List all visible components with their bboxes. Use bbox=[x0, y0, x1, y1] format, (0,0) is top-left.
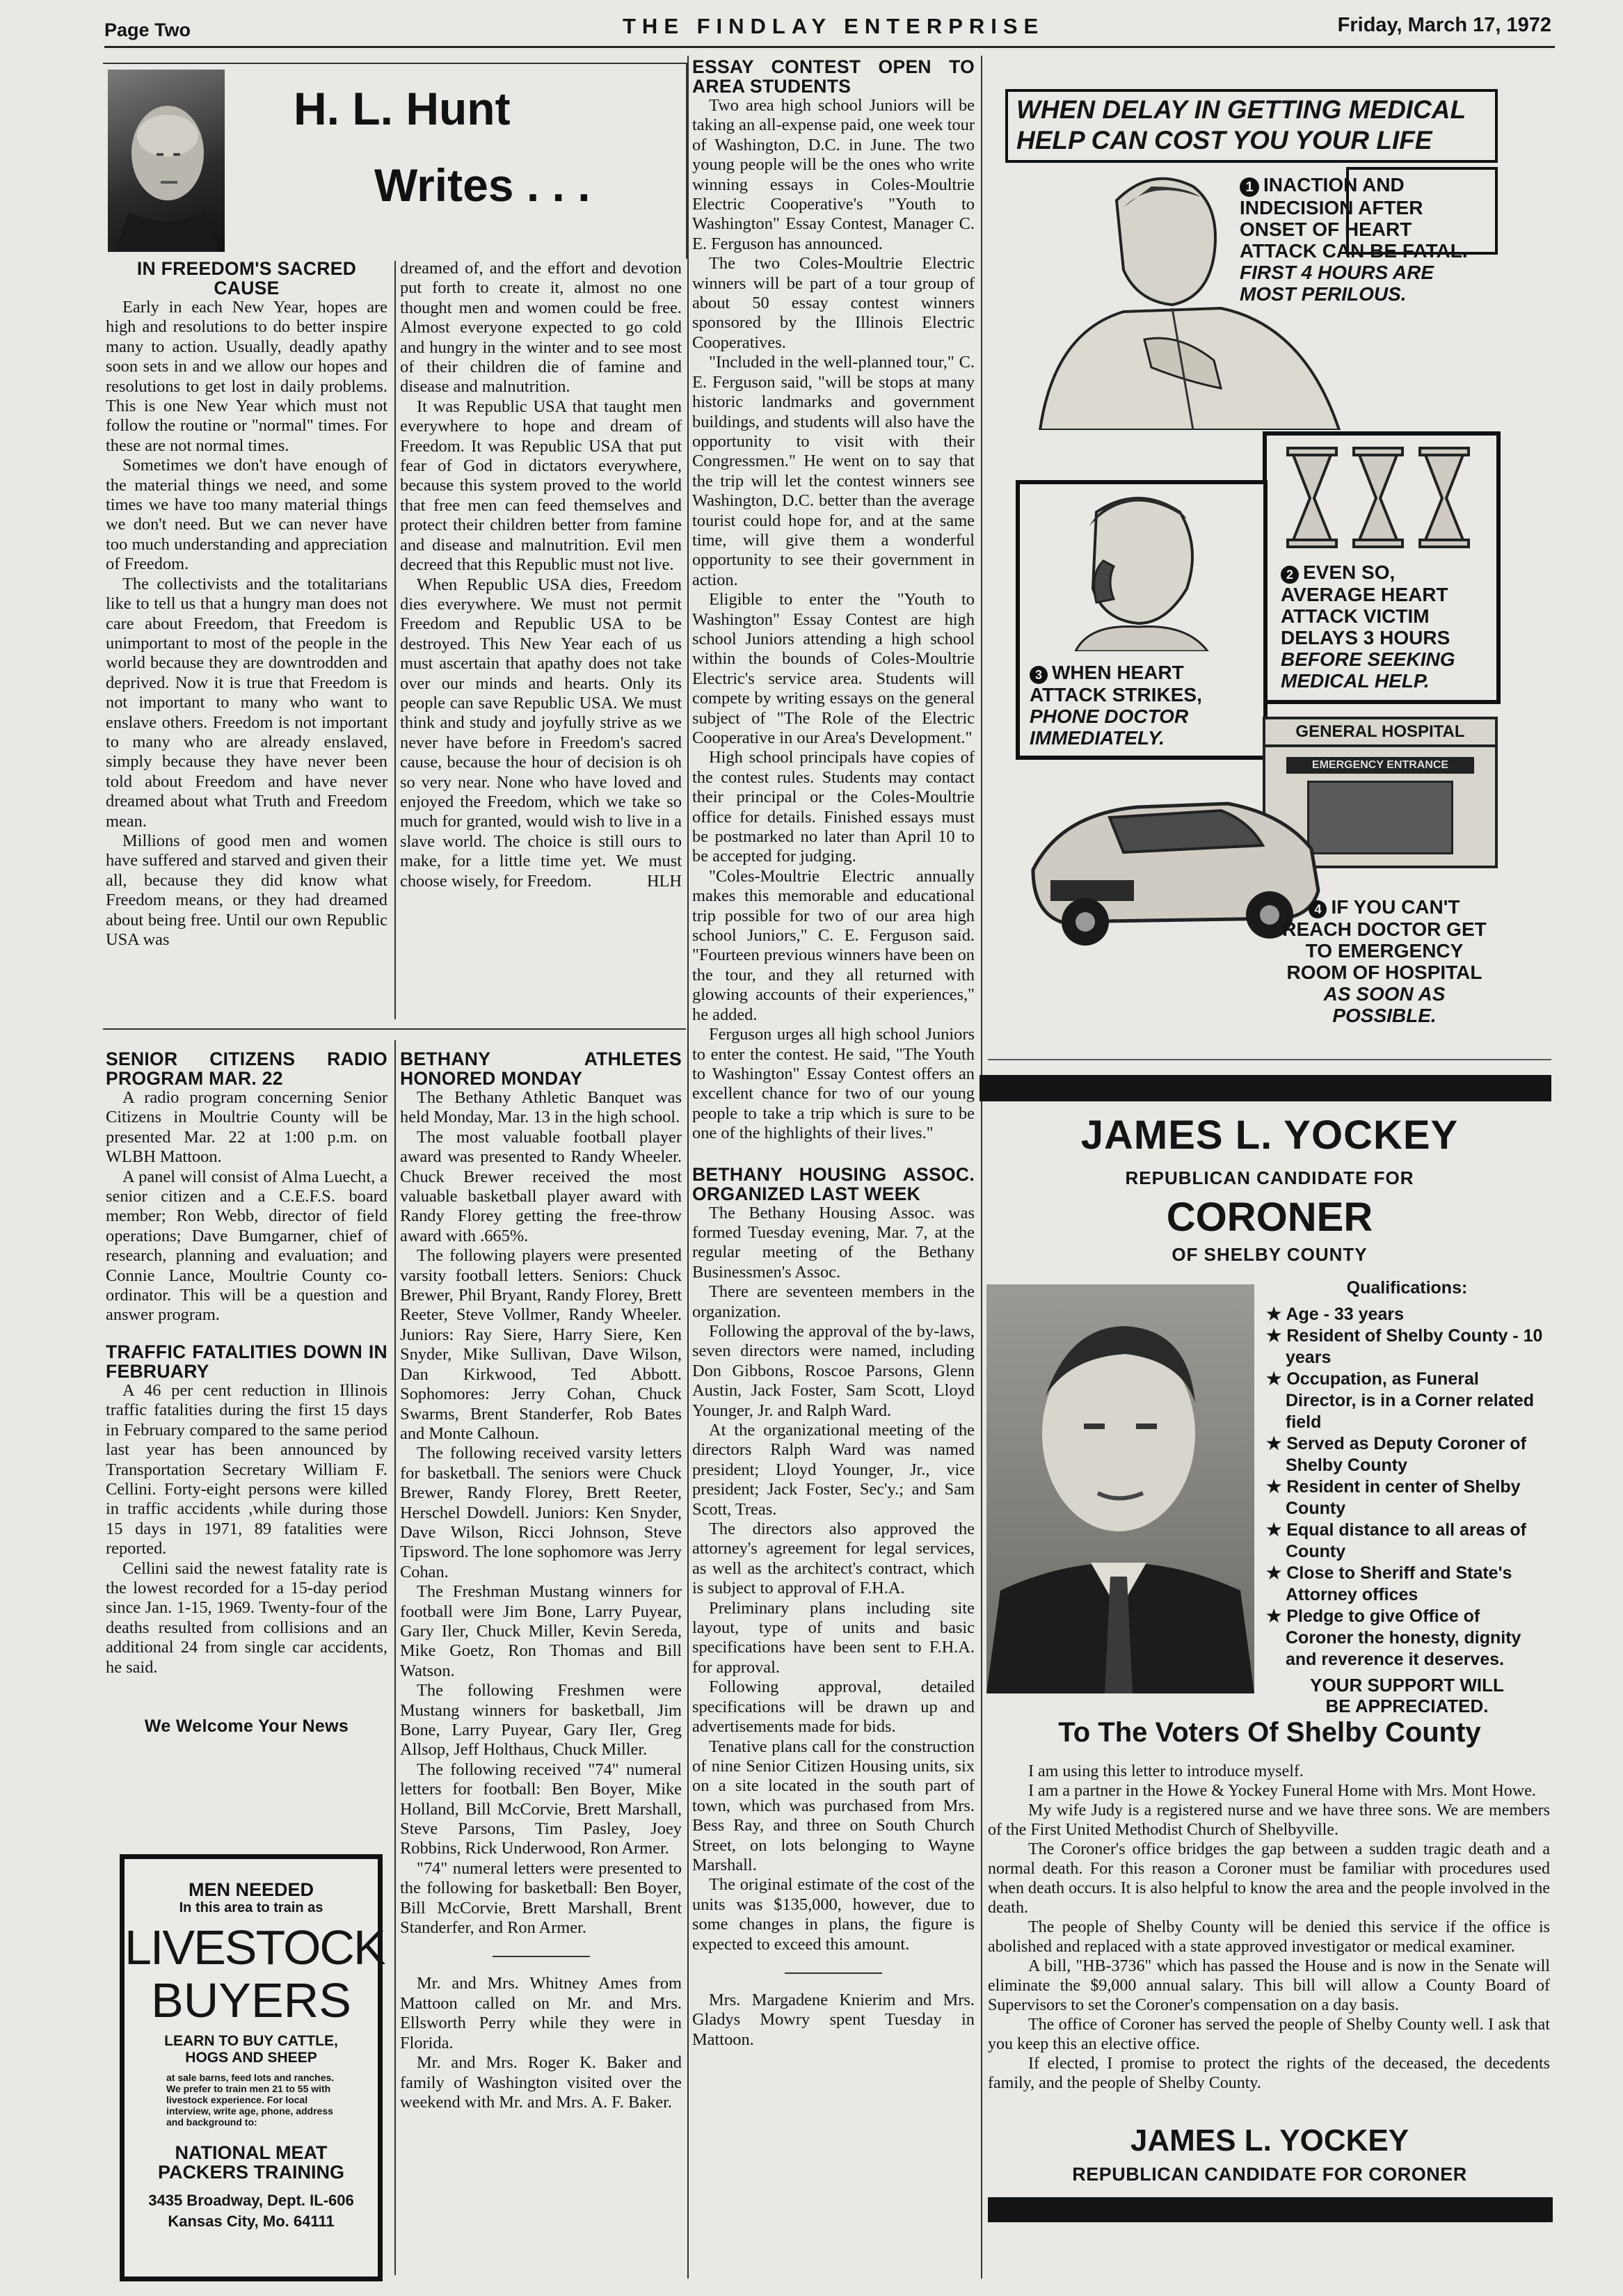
column-divider bbox=[394, 1040, 396, 2275]
ad-men-needed: MEN NEEDED bbox=[188, 1879, 314, 1900]
voters-heading: To The Voters Of Shelby County bbox=[1058, 1717, 1481, 1748]
social-item: Mr. and Mrs. Roger K. Baker and family of Washington visited over the weekend with Mr. and Mrs. A. F. Baker. bbox=[400, 2053, 682, 2112]
athletes-paragraph: The following received varsity letters for basketball. The seniors were Chuck Brewer, Randy Florey, Brett Reeter, Herschel Dowdell. Juniors: Ken Snyder, Dave Wilson, Ricci Johnson, Steve Tipsword. The lone sophomore was Jerry Cohan. bbox=[400, 1444, 682, 1581]
hunt-headline: IN FREEDOM'S SACRED CAUSE bbox=[136, 258, 357, 298]
social-item: Mrs. Margadene Knierim and Mrs. Gladys Mowry spent Tuesday in Mattoon. bbox=[692, 1990, 975, 2049]
athletes-paragraph: "74" numeral letters were presented to the following for basketball: Ben Boyer, Bill McCorvie, Brett Marshall, Brent Standerfer, and Ron Armer. bbox=[400, 1858, 682, 1938]
bethany-athletes-article bbox=[400, 1049, 682, 2112]
support-line2: BE APPRECIATED. bbox=[1325, 1696, 1489, 1716]
hunt-article-col1 bbox=[106, 259, 387, 950]
heart-ad-headline-box bbox=[1005, 89, 1498, 163]
caption-3-number: 3 bbox=[1030, 666, 1048, 684]
ad-details: at sale barns, feed lots and ranches. We prefer to train men 21 to 55 with livestock experience. For local interview, write age, phone, address and background to: bbox=[166, 2072, 335, 2128]
divider bbox=[988, 1059, 1551, 1060]
caption-4-number: 4 bbox=[1309, 900, 1327, 918]
qualification-item: ★ Occupation, as Funeral Director, is in a Corner related field bbox=[1266, 1369, 1535, 1432]
hunt-article-col2 bbox=[400, 259, 682, 891]
yockey-candidate-for: REPUBLICAN CANDIDATE FOR bbox=[1125, 1167, 1414, 1188]
housing-paragraph: The Bethany Housing Assoc. was formed Tuesday evening, Mar. 7, at the regular meeting of the Bethany Businessmen's Assoc. bbox=[692, 1203, 975, 1282]
ad-buyers: BUYERS bbox=[151, 1973, 351, 2027]
traffic-paragraph: A 46 per cent reduction in Illinois traffic fatalities during the first 15 days in February compared to the same period last year has been announced by Transportation Secretary William F. Cellini. Forty-eight persons were killed in traffic accidents ,while during those 15 days in 1971, 89 fatalities were reported. bbox=[106, 1380, 387, 1558]
lower-left-column bbox=[106, 1049, 387, 1736]
housing-paragraph: Following the approval of the by-laws, seven directors were named, including Don Gibbons, Roscoe Parsons, Glenn Austin, Jack Foster, Sam Scott, Lloyd Younger, Jr. and Ralph Ward. bbox=[692, 1321, 975, 1420]
yockey-portrait-image bbox=[986, 1284, 1254, 1693]
ad-learn: LEARN TO BUY CATTLE, HOGS AND SHEEP bbox=[164, 2033, 338, 2066]
caption-3-emphasis: PHONE DOCTOR IMMEDIATELY. bbox=[1030, 705, 1189, 749]
qualification-item: ★ Close to Sheriff and State's Attorney offices bbox=[1266, 1563, 1512, 1604]
housing-headline: BETHANY HOUSING ASSOC. ORGANIZED LAST WEEK bbox=[692, 1163, 975, 1204]
letter-paragraph: The people of Shelby County will be denied this service if the office is abolished and replaced with a state approved investigator or medical examiner. bbox=[988, 1918, 1550, 1956]
ad-address1: 3435 Broadway, Dept. IL-606 bbox=[148, 2192, 354, 2209]
essay-paragraph: Two area high school Juniors will be taking an all-expense paid, one week tour of Washington, D.C. in June. The two young people will be the ones who write winning essays in Coles-Moultrie Electric Cooperative's "Youth to Washington" Essay Contest, Manager C. E. Ferguson has announced. bbox=[692, 96, 975, 253]
housing-paragraph: The original estimate of the cost of the units was $135,000, however, due to some changes in plans, the figure is expected to exceed this amount. bbox=[692, 1875, 975, 1954]
hunt-paragraph: Early in each New Year, hopes are high and resolutions to do better inspire many to action. Usually, deadly apathy soon sets in and we allow our hopes and resolutions to get lost in daily problems. This is one New Year which must not follow the routine or "normal" times. For these are not normal times. bbox=[106, 298, 387, 455]
livestock-buyers-ad bbox=[120, 1854, 383, 2281]
athletes-paragraph: The Freshman Mustang winners for football were Jim Bone, Larry Puyear, Gary Iler, Chuck Miller, Kevin Sereda, Mike Goetz, Ron Thomas and Bill Watson. bbox=[400, 1582, 682, 1680]
letter-paragraph: The office of Coroner has served the people of Shelby County well. I ask that you keep this an elective office. bbox=[988, 2016, 1550, 2053]
hospital-sign: GENERAL HOSPITAL bbox=[1265, 719, 1495, 747]
essay-paragraph: High school principals have copies of the contest rules. Students may contact their principal or the Coles-Moultrie office for details. Finished essays must be postmarked no later than April 10 to be accepted for judging. bbox=[692, 748, 975, 866]
caption-1-number: 1 bbox=[1240, 177, 1259, 197]
heart-ad-headline2: HELP CAN COST YOU YOUR LIFE bbox=[1016, 126, 1432, 154]
essay-paragraph: The two Coles-Moultrie Electric winners will be part of a tour group of about 50 essay contest winners sponsored by the Illinois Electric Cooperatives. bbox=[692, 254, 975, 352]
ad-address2: Kansas City, Mo. 64111 bbox=[168, 2213, 335, 2230]
qualification-item: ★ Resident in center of Shelby County bbox=[1266, 1477, 1521, 1518]
essay-paragraph: "Included in the well-planned tour," C. E. Ferguson said, "will be stops at many historic landmarks and government buildings, and students will also have the opportunity to visit with their Congressmen." He went on to say that the trip will let the contest winners see Washington, D.C. better than the average tourist could hope for, and at the same time, will give them a wonderful opportunity to see their government in action. bbox=[692, 353, 975, 589]
column-divider bbox=[687, 56, 689, 2279]
woman-phone-illustration bbox=[1020, 484, 1255, 651]
footer-name: JAMES L. YOCKEY bbox=[1130, 2123, 1409, 2158]
hunt-paragraph: The collectivists and the totalitarians like to tell us that a hungry man does not care about Freedom, that Freedom is unimportant to most of the people in the world because they are downtrodden and deprived. Now it is true that Freedom is not important to many who want to enslave others. Freedom is not important to many who are already enslaved, simply because they have never been told about Freedom and have never dreamed about what Truth and Freedom mean. bbox=[106, 574, 387, 831]
senior-headline: SENIOR CITIZENS RADIO PROGRAM MAR. 22 bbox=[106, 1049, 387, 1089]
essay-headline: ESSAY CONTEST OPEN TO AREA STUDENTS bbox=[692, 56, 975, 97]
senior-paragraph: A panel will consist of Alma Luecht, a senior citizen and a C.E.F.S. board member; Ron Webb, director of field operations; Dave Bumgarner, chief of research, planning and evaluation; and Connie Lance, Moultrie County co-ordinator. This will be a question and answer program. bbox=[106, 1167, 387, 1325]
issue-date: Friday, March 17, 1972 bbox=[1337, 14, 1551, 36]
hunt-portrait-image bbox=[108, 70, 225, 252]
divider bbox=[785, 1972, 882, 1974]
qualification-item: ★ Pledge to give Office of Coroner the honesty, dignity and reverence it deserves. bbox=[1266, 1607, 1521, 1669]
housing-paragraph: Following approval, detailed specifications will be drawn up and advertisements made for bids. bbox=[692, 1677, 975, 1737]
footer-candidate: REPUBLICAN CANDIDATE FOR CORONER bbox=[1072, 2164, 1467, 2185]
newspaper-title: THE FINDLAY ENTERPRISE bbox=[623, 14, 1045, 38]
traffic-headline: TRAFFIC FATALITIES DOWN IN FEBRUARY bbox=[106, 1341, 387, 1382]
athletes-paragraph: The most valuable football player award was presented to Randy Wheeler. Chuck Brewer received the most valuable basketball player award with Randy Florey getting the free-throw award with .665%. bbox=[400, 1127, 682, 1245]
caption-2-number: 2 bbox=[1281, 566, 1299, 584]
caption-4 bbox=[1273, 896, 1496, 1026]
section-divider bbox=[103, 1028, 686, 1030]
hunt-paragraph: When Republic USA dies, Freedom dies everywhere. We must not permit Freedom and Republic USA to be destroyed. This New Year each of us must ascertain that apathy does not take over our minds and hearts. Only its people can save Republic USA. We must think and study and joyfully strive as we never have before in Freedom's sacred cause, because the hour of decision is oh so very near. None who have loved and enjoyed the Freedom, which we take so much for granted, would wish to live in a slave world. The choice is still ours to make, for a little time yet. We must choose wisely, for Freedom. bbox=[400, 575, 682, 891]
letter-paragraph: My wife Judy is a registered nurse and we have three sons. We are members of the First United Methodist Church of Shelbyville. bbox=[988, 1801, 1550, 1839]
yockey-top-bar bbox=[980, 1075, 1551, 1101]
support-line1: YOUR SUPPORT WILL bbox=[1310, 1675, 1504, 1696]
hunt-title: H. L. Hunt bbox=[294, 83, 511, 134]
letter-paragraph: I am a partner in the Howe & Yockey Funeral Home with Mrs. Mont Howe. bbox=[1028, 1782, 1536, 1800]
athletes-paragraph: The Bethany Athletic Banquet was held Monday, Mar. 13 in the high school. bbox=[400, 1088, 682, 1127]
divider bbox=[493, 1956, 590, 1957]
yockey-name: JAMES L. YOCKEY bbox=[1080, 1113, 1459, 1158]
qualification-item: ★ Equal distance to all areas of County bbox=[1266, 1520, 1526, 1561]
hourglass-icon bbox=[1267, 436, 1488, 554]
letter-paragraph: A bill, "HB-3736" which has passed the House and is now in the Senate will eliminate the $9,000 annual salary. This bill will allow a County Board of Supervisors to set the Coroner's compensation on a day basis. bbox=[988, 1957, 1550, 2014]
hospital-door bbox=[1307, 781, 1453, 854]
athletes-paragraph: The following received "74" numeral letters for football: Ben Boyer, Mike Holland, Bill McCorvie, Brett Marshall, Steve Parsons, Tim Pasley, Joey Robbins, Rick Underwood, Ron Armer. bbox=[400, 1760, 682, 1858]
yockey-bottom-bar bbox=[988, 2197, 1553, 2222]
essay-paragraph: "Coles-Moultrie Electric annually makes this memorable and educational trip possible for two of our area high school Juniors," C. E. Ferguson said. "Fourteen previous winners have been on the tour, and they all returned with glowing accounts of their experiences," he added. bbox=[692, 866, 975, 1024]
essay-paragraph: Eligible to enter the "Youth to Washington" Essay Contest are high school Juniors attending a high school within the bounds of Coles-Moultrie Electric's service area. Students will compete by writing essays on the general subject of "The Role of the Electric Cooperative in our Area's Development." bbox=[692, 590, 975, 747]
caption-2-emphasis: BEFORE SEEKING MEDICAL HELP. bbox=[1281, 648, 1455, 692]
athletes-headline: BETHANY ATHLETES HONORED MONDAY bbox=[400, 1049, 682, 1089]
hunt-paragraph: It was Republic USA that taught men everywhere to hope and dream of Freedom. It was Republic USA that put fear of God in dictators everywhere, because this system proved to the world that free men can feed themselves and protect their children better from famine and disease and malnutrition. Evil men decreed that this Republic must not live. bbox=[400, 397, 682, 575]
essay-paragraph: Ferguson urges all high school Juniors to enter the contest. He said, "The Youth to Washington" Essay Contest offers an excellent chance for two of our young people to take a trip which is sure to be one of the highlights of their lives." bbox=[692, 1025, 975, 1143]
athletes-paragraph: The following players were presented varsity football letters. Seniors: Chuck Brewer, Phil Bryant, Randy Florey, Brett Reeter, Steve Vollmer, Randy Wheeler. Juniors: Ray Siere, Harry Siere, Ken Snyder, Mike Sullivan, Dave Wilson, Dan Kirkwood, Ted Abbott. Sophomores: Jerry Cohan, Chuck Swarms, Brent Standerfer, Rob Bates and Monte Calhoun. bbox=[400, 1246, 682, 1443]
caption-1 bbox=[1240, 174, 1487, 305]
qualifications-list bbox=[1266, 1277, 1548, 1716]
housing-paragraph: Tenative plans call for the construction of nine Senior Citizen Housing units, six on a site located in the south part of town, which was purchased from Mrs. Bess Ray, and three on South Church Street, on lots belonging to Wayne Marshall. bbox=[692, 1737, 975, 1874]
social-item: Mr. and Mrs. Whitney Ames from Mattoon called on Mr. and Mrs. Ellsworth Perry while they were in Florida. bbox=[400, 1974, 682, 2052]
heart-ad-headline1: WHEN DELAY IN GETTING MEDICAL bbox=[1016, 95, 1466, 124]
qualification-item: ★ Age - 33 years bbox=[1266, 1305, 1404, 1324]
qualification-item: ★ Served as Deputy Coroner of Shelby County bbox=[1266, 1434, 1526, 1475]
column-three bbox=[692, 57, 975, 2050]
phone-panel bbox=[1016, 480, 1268, 760]
senior-paragraph: A radio program concerning Senior Citizens in Moultrie County will be presented Mar. 22 at 1:00 p.m. on WLBH Mattoon. bbox=[106, 1088, 387, 1167]
ad-train-line: In this area to train as bbox=[179, 1900, 323, 1915]
yockey-office: CORONER bbox=[1166, 1195, 1373, 1240]
housing-paragraph: Preliminary plans including site layout, type of units and basic specifications have been sent to F.H.A. for approval. bbox=[692, 1598, 975, 1677]
hourglass-panel bbox=[1263, 431, 1501, 704]
hunt-paragraph: Sometimes we don't have enough of the material things we need, and some times we have too many material things we don't need. But we can never have too much understanding and appreciation of Freedom. bbox=[106, 456, 387, 574]
ad-org1: NATIONAL MEAT bbox=[175, 2142, 328, 2163]
caption-3-text: WHEN HEART ATTACK STRIKES, bbox=[1030, 662, 1202, 705]
letter-paragraph: I am using this letter to introduce myself. bbox=[1028, 1762, 1304, 1780]
caption-4-emphasis: AS SOON AS POSSIBLE. bbox=[1323, 983, 1446, 1026]
caption-1-emphasis: FIRST 4 HOURS ARE MOST PERILOUS. bbox=[1240, 262, 1434, 305]
traffic-paragraph: Cellini said the newest fatality rate is the lowest recorded for a 15-day period since Jan. 1-15, 1969. Twenty-four of the deaths resulted from collisions and an additional 24 from single car accidents, he said. bbox=[106, 1558, 387, 1677]
emergency-entrance-sign: EMERGENCY ENTRANCE bbox=[1286, 757, 1474, 774]
page-number: Page Two bbox=[104, 19, 191, 40]
hunt-title-writes: Writes . . . bbox=[374, 159, 591, 211]
qualifications-heading: Qualifications: bbox=[1346, 1278, 1468, 1298]
ad-org2: PACKERS TRAINING bbox=[157, 2162, 344, 2183]
housing-paragraph: At the organizational meeting of the directors Ralph Ward was named president; Lloyd Younger, Jr., vice president; Jack Foster, Sec'y.; and Sam Scott, Treas. bbox=[692, 1421, 975, 1519]
letter-paragraph: The Coroner's office bridges the gap between a sudden tragic death and a normal death. For this reason a Coroner must be familiar with procedures used when death occurs. It is also helpful to know the area and the people involved in the death. bbox=[988, 1840, 1550, 1917]
hunt-paragraph: dreamed of, and the effort and devotion put forth to create it, almost no one thought men and women could be free. Almost everyone expected to go cold and hungry in the winter and to see most of their children die of famine and disease and malnutrition. bbox=[400, 259, 682, 397]
hunt-paragraph: Millions of good men and women have suffered and starved and given their all, because they did know what Freedom means, or they had dreamed about being free. Until our own Republic USA was bbox=[106, 831, 387, 949]
caption-4-text: IF YOU CAN'T REACH DOCTOR GET TO EMERGENCY ROOM OF HOSPITAL bbox=[1282, 896, 1487, 983]
qualification-item: ★ Resident of Shelby County - 10 years bbox=[1266, 1326, 1543, 1367]
housing-paragraph: The directors also approved the attorney's agreement for legal services, as well as the architect's contract, which is subject to approval of F.H.A. bbox=[692, 1520, 975, 1598]
masthead-rule bbox=[104, 46, 1555, 48]
hunt-signature: HLH bbox=[646, 872, 682, 891]
letter-paragraph: If elected, I promise to protect the rights of the deceased, the decedents family, and the people of Shelby County. bbox=[988, 2055, 1550, 2092]
column-divider bbox=[981, 56, 982, 2279]
ad-livestock: LIVESTOCK bbox=[125, 1920, 385, 1975]
column-divider bbox=[394, 261, 396, 1019]
welcome-news: We Welcome Your News bbox=[144, 1716, 349, 1736]
masthead bbox=[104, 13, 1551, 47]
caption-1-text: INACTION AND INDECISION AFTER ONSET OF HEART ATTACK CAN BE FATAL. bbox=[1240, 174, 1468, 262]
housing-paragraph: There are seventeen members in the organization. bbox=[692, 1282, 975, 1321]
caption-2-text: EVEN SO, AVERAGE HEART ATTACK VICTIM DELAYS 3 HOURS bbox=[1281, 561, 1450, 648]
yockey-letter bbox=[988, 1762, 1550, 2093]
yockey-county: OF SHELBY COUNTY bbox=[1172, 1244, 1368, 1265]
athletes-paragraph: The following Freshmen were Mustang winners for basketball, Jim Bone, Larry Puyear, Gary Iler, Greg Allsop, Jeff Holthaus, Chuck Miller. bbox=[400, 1681, 682, 1760]
